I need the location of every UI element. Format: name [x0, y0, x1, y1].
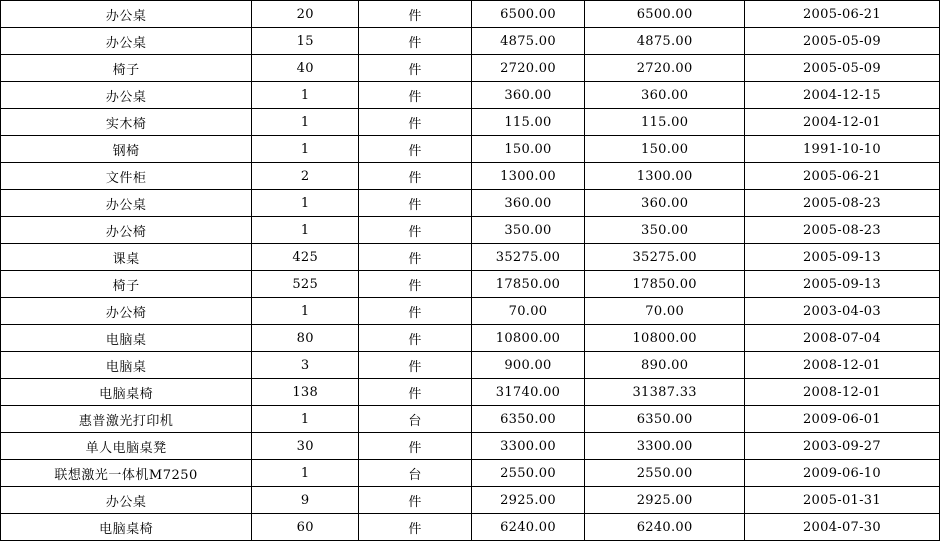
table-row: [1, 433, 940, 460]
amount-cell: 6350.00: [585, 406, 745, 433]
item-name-cell: 办公桌: [1, 487, 252, 514]
table-row: [1, 325, 940, 352]
amount-cell: 70.00: [585, 298, 745, 325]
amount-cell: 17850.00: [585, 271, 745, 298]
price-cell: 2925.00: [471, 487, 585, 514]
date-cell: 2005-09-13: [744, 244, 939, 271]
amount-cell: 2550.00: [585, 460, 745, 487]
amount-cell: 360.00: [585, 82, 745, 109]
price-cell: 6500.00: [471, 1, 585, 28]
unit-cell: 件: [359, 325, 471, 352]
quantity-cell: 425: [252, 244, 359, 271]
item-name-cell: 办公椅: [1, 298, 252, 325]
price-cell: 17850.00: [471, 271, 585, 298]
unit-cell: 件: [359, 379, 471, 406]
unit-cell: 件: [359, 82, 471, 109]
amount-cell: 150.00: [585, 136, 745, 163]
item-name-cell: 电脑桌: [1, 325, 252, 352]
date-cell: 2009-06-10: [744, 460, 939, 487]
item-name-cell: 电脑桌椅: [1, 379, 252, 406]
quantity-cell: 1: [252, 460, 359, 487]
quantity-cell: 2: [252, 163, 359, 190]
unit-cell: 台: [359, 460, 471, 487]
unit-cell: 件: [359, 163, 471, 190]
table-row: [1, 460, 940, 487]
quantity-cell: 1: [252, 82, 359, 109]
date-cell: 2005-06-21: [744, 1, 939, 28]
date-cell: 2005-05-09: [744, 55, 939, 82]
amount-cell: 2925.00: [585, 487, 745, 514]
amount-cell: 6240.00: [585, 514, 745, 541]
price-cell: 360.00: [471, 190, 585, 217]
table-row: [1, 136, 940, 163]
item-name-cell: 办公椅: [1, 217, 252, 244]
item-name-cell: 办公桌: [1, 28, 252, 55]
date-cell: 2003-04-03: [744, 298, 939, 325]
date-cell: 2004-12-15: [744, 82, 939, 109]
amount-cell: 4875.00: [585, 28, 745, 55]
unit-cell: 台: [359, 406, 471, 433]
amount-cell: 360.00: [585, 190, 745, 217]
table-row: [1, 514, 940, 541]
price-cell: 2550.00: [471, 460, 585, 487]
item-name-cell: 椅子: [1, 55, 252, 82]
unit-cell: 件: [359, 271, 471, 298]
date-cell: 2008-12-01: [744, 379, 939, 406]
item-name-cell: 联想激光一体机M7250: [1, 460, 252, 487]
table-row: [1, 244, 940, 271]
item-name-cell: 办公桌: [1, 1, 252, 28]
table-row: [1, 298, 940, 325]
unit-cell: 件: [359, 28, 471, 55]
table-row: [1, 1, 940, 28]
item-name-cell: 钢椅: [1, 136, 252, 163]
table-row: [1, 82, 940, 109]
quantity-cell: 40: [252, 55, 359, 82]
unit-cell: 件: [359, 298, 471, 325]
quantity-cell: 9: [252, 487, 359, 514]
date-cell: 2003-09-27: [744, 433, 939, 460]
table-row: [1, 109, 940, 136]
item-name-cell: 课桌: [1, 244, 252, 271]
amount-cell: 10800.00: [585, 325, 745, 352]
amount-cell: 350.00: [585, 217, 745, 244]
asset-table-body: [1, 1, 940, 541]
quantity-cell: 80: [252, 325, 359, 352]
amount-cell: 3300.00: [585, 433, 745, 460]
table-row: [1, 217, 940, 244]
amount-cell: 1300.00: [585, 163, 745, 190]
item-name-cell: 惠普激光打印机: [1, 406, 252, 433]
unit-cell: 件: [359, 1, 471, 28]
date-cell: 2005-08-23: [744, 190, 939, 217]
item-name-cell: 电脑桌: [1, 352, 252, 379]
table-row: [1, 271, 940, 298]
amount-cell: 115.00: [585, 109, 745, 136]
price-cell: 31740.00: [471, 379, 585, 406]
item-name-cell: 电脑桌椅: [1, 514, 252, 541]
table-row: [1, 28, 940, 55]
quantity-cell: 3: [252, 352, 359, 379]
unit-cell: 件: [359, 433, 471, 460]
price-cell: 900.00: [471, 352, 585, 379]
amount-cell: 31387.33: [585, 379, 745, 406]
table-row: [1, 406, 940, 433]
date-cell: 2009-06-01: [744, 406, 939, 433]
price-cell: 10800.00: [471, 325, 585, 352]
item-name-cell: 办公桌: [1, 82, 252, 109]
table-row: [1, 487, 940, 514]
price-cell: 360.00: [471, 82, 585, 109]
table-row: [1, 379, 940, 406]
price-cell: 4875.00: [471, 28, 585, 55]
quantity-cell: 30: [252, 433, 359, 460]
quantity-cell: 1: [252, 406, 359, 433]
quantity-cell: 60: [252, 514, 359, 541]
item-name-cell: 文件柜: [1, 163, 252, 190]
item-name-cell: 单人电脑桌凳: [1, 433, 252, 460]
price-cell: 6240.00: [471, 514, 585, 541]
date-cell: 2005-08-23: [744, 217, 939, 244]
unit-cell: 件: [359, 352, 471, 379]
quantity-cell: 1: [252, 217, 359, 244]
table-row: [1, 163, 940, 190]
amount-cell: 890.00: [585, 352, 745, 379]
quantity-cell: 138: [252, 379, 359, 406]
unit-cell: 件: [359, 136, 471, 163]
date-cell: 2005-05-09: [744, 28, 939, 55]
unit-cell: 件: [359, 109, 471, 136]
table-row: [1, 352, 940, 379]
price-cell: 3300.00: [471, 433, 585, 460]
quantity-cell: 15: [252, 28, 359, 55]
price-cell: 70.00: [471, 298, 585, 325]
quantity-cell: 1: [252, 136, 359, 163]
table-row: [1, 55, 940, 82]
price-cell: 115.00: [471, 109, 585, 136]
quantity-cell: 525: [252, 271, 359, 298]
unit-cell: 件: [359, 217, 471, 244]
date-cell: 2004-12-01: [744, 109, 939, 136]
quantity-cell: 20: [252, 1, 359, 28]
item-name-cell: 椅子: [1, 271, 252, 298]
date-cell: 2005-09-13: [744, 271, 939, 298]
price-cell: 150.00: [471, 136, 585, 163]
item-name-cell: 实木椅: [1, 109, 252, 136]
date-cell: 2005-01-31: [744, 487, 939, 514]
amount-cell: 2720.00: [585, 55, 745, 82]
quantity-cell: 1: [252, 109, 359, 136]
date-cell: 2008-07-04: [744, 325, 939, 352]
item-name-cell: 办公桌: [1, 190, 252, 217]
quantity-cell: 1: [252, 190, 359, 217]
price-cell: 6350.00: [471, 406, 585, 433]
unit-cell: 件: [359, 55, 471, 82]
price-cell: 350.00: [471, 217, 585, 244]
unit-cell: 件: [359, 514, 471, 541]
amount-cell: 35275.00: [585, 244, 745, 271]
date-cell: 2008-12-01: [744, 352, 939, 379]
amount-cell: 6500.00: [585, 1, 745, 28]
unit-cell: 件: [359, 487, 471, 514]
quantity-cell: 1: [252, 298, 359, 325]
table-row: [1, 190, 940, 217]
unit-cell: 件: [359, 244, 471, 271]
date-cell: 2005-06-21: [744, 163, 939, 190]
unit-cell: 件: [359, 190, 471, 217]
price-cell: 35275.00: [471, 244, 585, 271]
price-cell: 1300.00: [471, 163, 585, 190]
price-cell: 2720.00: [471, 55, 585, 82]
date-cell: 1991-10-10: [744, 136, 939, 163]
date-cell: 2004-07-30: [744, 514, 939, 541]
